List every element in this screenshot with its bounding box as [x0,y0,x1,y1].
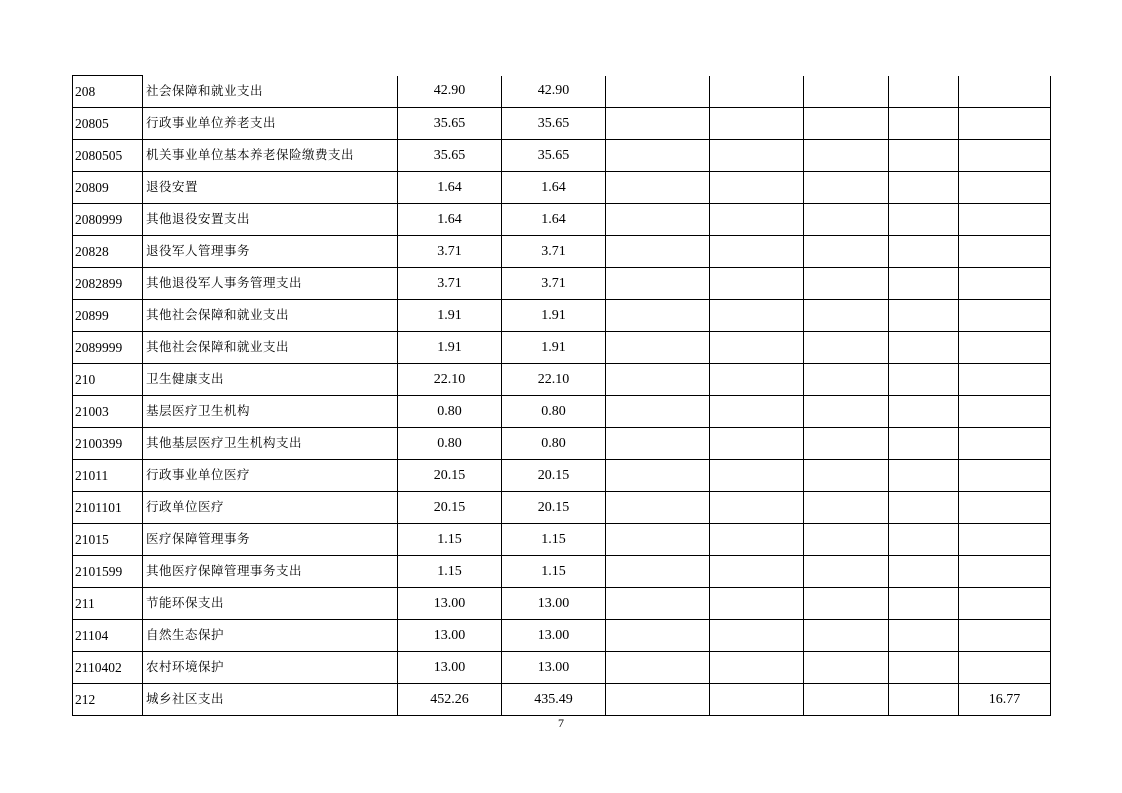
row-col-7 [804,204,889,236]
row-code: 208 [73,76,143,108]
row-total: 20.15 [398,492,502,524]
row-col-7 [804,428,889,460]
row-col-7 [804,588,889,620]
row-col-6 [710,236,804,268]
row-col-9 [959,140,1051,172]
row-col-9 [959,172,1051,204]
row-col-9 [959,396,1051,428]
row-col-8 [889,588,959,620]
table-row [73,556,1051,588]
row-col-8 [889,396,959,428]
row-code: 21015 [73,524,143,556]
row-code: 20899 [73,300,143,332]
row-col-8 [889,76,959,108]
table-row [73,204,1051,236]
row-name: 自然生态保护 [143,620,398,652]
row-total: 3.71 [398,236,502,268]
row-col-6 [710,108,804,140]
row-code: 21011 [73,460,143,492]
row-col-8 [889,460,959,492]
row-col-8 [889,140,959,172]
row-col-9 [959,268,1051,300]
row-code: 212 [73,684,143,716]
row-code: 2080505 [73,140,143,172]
row-col-8 [889,428,959,460]
row-col-6 [710,524,804,556]
row-basic: 22.10 [502,364,606,396]
table-row [73,300,1051,332]
row-col-9 [959,364,1051,396]
table-body [73,76,1051,716]
row-col-8 [889,172,959,204]
budget-table [72,75,1051,716]
row-name: 行政事业单位医疗 [143,460,398,492]
row-col-9 [959,588,1051,620]
row-name: 机关事业单位基本养老保险缴费支出 [143,140,398,172]
row-basic: 0.80 [502,396,606,428]
row-name: 其他退役安置支出 [143,204,398,236]
row-basic: 1.15 [502,556,606,588]
row-col-7 [804,236,889,268]
row-total: 35.65 [398,140,502,172]
row-col-8 [889,108,959,140]
row-total: 1.15 [398,524,502,556]
table-row [73,332,1051,364]
row-total: 13.00 [398,588,502,620]
row-name: 基层医疗卫生机构 [143,396,398,428]
row-name: 其他社会保障和就业支出 [143,300,398,332]
row-name: 行政事业单位养老支出 [143,108,398,140]
row-total: 0.80 [398,428,502,460]
row-col-5 [606,236,710,268]
row-col-7 [804,332,889,364]
row-col-9 [959,524,1051,556]
row-col-7 [804,396,889,428]
table-row [73,492,1051,524]
row-total: 42.90 [398,76,502,108]
row-col-5 [606,652,710,684]
row-col-5 [606,460,710,492]
row-col-7 [804,524,889,556]
row-col-6 [710,268,804,300]
row-col-6 [710,428,804,460]
row-col-6 [710,396,804,428]
table-row [73,652,1051,684]
table-row [73,172,1051,204]
row-col-9 [959,332,1051,364]
row-total: 1.91 [398,300,502,332]
table-row [73,76,1051,108]
row-basic: 35.65 [502,108,606,140]
row-col-9 [959,300,1051,332]
row-col-9 [959,620,1051,652]
table-row [73,364,1051,396]
row-col-9 [959,556,1051,588]
row-col-5 [606,268,710,300]
row-name: 其他退役军人事务管理支出 [143,268,398,300]
row-col-7 [804,364,889,396]
row-col-6 [710,332,804,364]
row-col-8 [889,492,959,524]
row-col-7 [804,172,889,204]
row-col-8 [889,620,959,652]
row-col-9 [959,428,1051,460]
row-name: 其他医疗保障管理事务支出 [143,556,398,588]
row-code: 20809 [73,172,143,204]
row-code: 2089999 [73,332,143,364]
row-name: 城乡社区支出 [143,684,398,716]
row-col-6 [710,492,804,524]
row-name: 节能环保支出 [143,588,398,620]
row-total: 20.15 [398,460,502,492]
row-col-9 [959,492,1051,524]
row-total: 1.15 [398,556,502,588]
row-col-9 [959,460,1051,492]
row-basic: 0.80 [502,428,606,460]
row-col-5 [606,620,710,652]
row-col-8 [889,300,959,332]
row-col-9 [959,236,1051,268]
row-basic: 1.91 [502,332,606,364]
row-col-8 [889,684,959,716]
row-code: 20828 [73,236,143,268]
row-col-6 [710,684,804,716]
row-col-6 [710,652,804,684]
row-col-7 [804,268,889,300]
row-basic: 1.64 [502,172,606,204]
row-total: 3.71 [398,268,502,300]
row-basic: 13.00 [502,620,606,652]
row-col-9 [959,108,1051,140]
row-col-6 [710,204,804,236]
row-col-7 [804,76,889,108]
row-col-6 [710,364,804,396]
row-col-6 [710,588,804,620]
row-code: 2101101 [73,492,143,524]
row-code: 2110402 [73,652,143,684]
row-col-8 [889,556,959,588]
row-col-5 [606,76,710,108]
row-col-7 [804,460,889,492]
row-name: 其他基层医疗卫生机构支出 [143,428,398,460]
row-col-7 [804,300,889,332]
row-code: 2082899 [73,268,143,300]
row-col-9 [959,76,1051,108]
row-col-7 [804,556,889,588]
row-col-8 [889,524,959,556]
table-row [73,236,1051,268]
row-col-7 [804,684,889,716]
row-basic: 1.64 [502,204,606,236]
table-row [73,460,1051,492]
row-col-8 [889,268,959,300]
row-col-5 [606,588,710,620]
row-name: 其他社会保障和就业支出 [143,332,398,364]
row-col-5 [606,428,710,460]
row-col-9 [959,652,1051,684]
row-col-6 [710,76,804,108]
table-row [73,268,1051,300]
row-code: 20805 [73,108,143,140]
table-row [73,108,1051,140]
row-name: 社会保障和就业支出 [143,76,398,108]
row-col-7 [804,108,889,140]
row-total: 13.00 [398,620,502,652]
row-name: 行政单位医疗 [143,492,398,524]
row-col-6 [710,300,804,332]
row-total: 0.80 [398,396,502,428]
row-basic: 13.00 [502,588,606,620]
row-total: 1.64 [398,204,502,236]
row-col-5 [606,108,710,140]
row-col-6 [710,620,804,652]
row-basic: 1.91 [502,300,606,332]
row-basic: 20.15 [502,460,606,492]
row-code: 21003 [73,396,143,428]
row-col-8 [889,236,959,268]
table-row [73,524,1051,556]
row-basic: 1.15 [502,524,606,556]
table-row [73,140,1051,172]
row-col-5 [606,364,710,396]
row-col-7 [804,140,889,172]
table-row [73,428,1051,460]
table-row [73,396,1051,428]
row-name: 农村环境保护 [143,652,398,684]
row-col-6 [710,172,804,204]
row-col-7 [804,620,889,652]
row-total: 1.91 [398,332,502,364]
row-col-5 [606,524,710,556]
row-code: 2080999 [73,204,143,236]
row-basic: 435.49 [502,684,606,716]
row-name: 卫生健康支出 [143,364,398,396]
row-total: 452.26 [398,684,502,716]
row-basic: 3.71 [502,268,606,300]
row-total: 1.64 [398,172,502,204]
row-total: 35.65 [398,108,502,140]
row-col-5 [606,684,710,716]
table-row [73,684,1051,716]
row-basic: 3.71 [502,236,606,268]
page-number: 7 [558,716,564,730]
row-col-8 [889,332,959,364]
row-basic: 35.65 [502,140,606,172]
table-row [73,620,1051,652]
row-col-9: 16.77 [959,684,1051,716]
row-code: 21104 [73,620,143,652]
row-code: 2100399 [73,428,143,460]
row-col-9 [959,204,1051,236]
row-col-6 [710,460,804,492]
row-col-7 [804,492,889,524]
table-row [73,588,1051,620]
row-col-5 [606,492,710,524]
row-col-5 [606,204,710,236]
row-col-5 [606,396,710,428]
row-name: 退役安置 [143,172,398,204]
row-col-8 [889,364,959,396]
row-col-8 [889,204,959,236]
row-col-7 [804,652,889,684]
row-code: 2101599 [73,556,143,588]
row-col-6 [710,140,804,172]
row-col-5 [606,556,710,588]
row-col-5 [606,172,710,204]
row-col-8 [889,652,959,684]
row-name: 医疗保障管理事务 [143,524,398,556]
row-basic: 13.00 [502,652,606,684]
row-col-6 [710,556,804,588]
row-total: 13.00 [398,652,502,684]
row-code: 210 [73,364,143,396]
row-col-5 [606,300,710,332]
row-col-5 [606,140,710,172]
row-code: 211 [73,588,143,620]
row-basic: 42.90 [502,76,606,108]
row-name: 退役军人管理事务 [143,236,398,268]
row-basic: 20.15 [502,492,606,524]
row-total: 22.10 [398,364,502,396]
row-col-5 [606,332,710,364]
